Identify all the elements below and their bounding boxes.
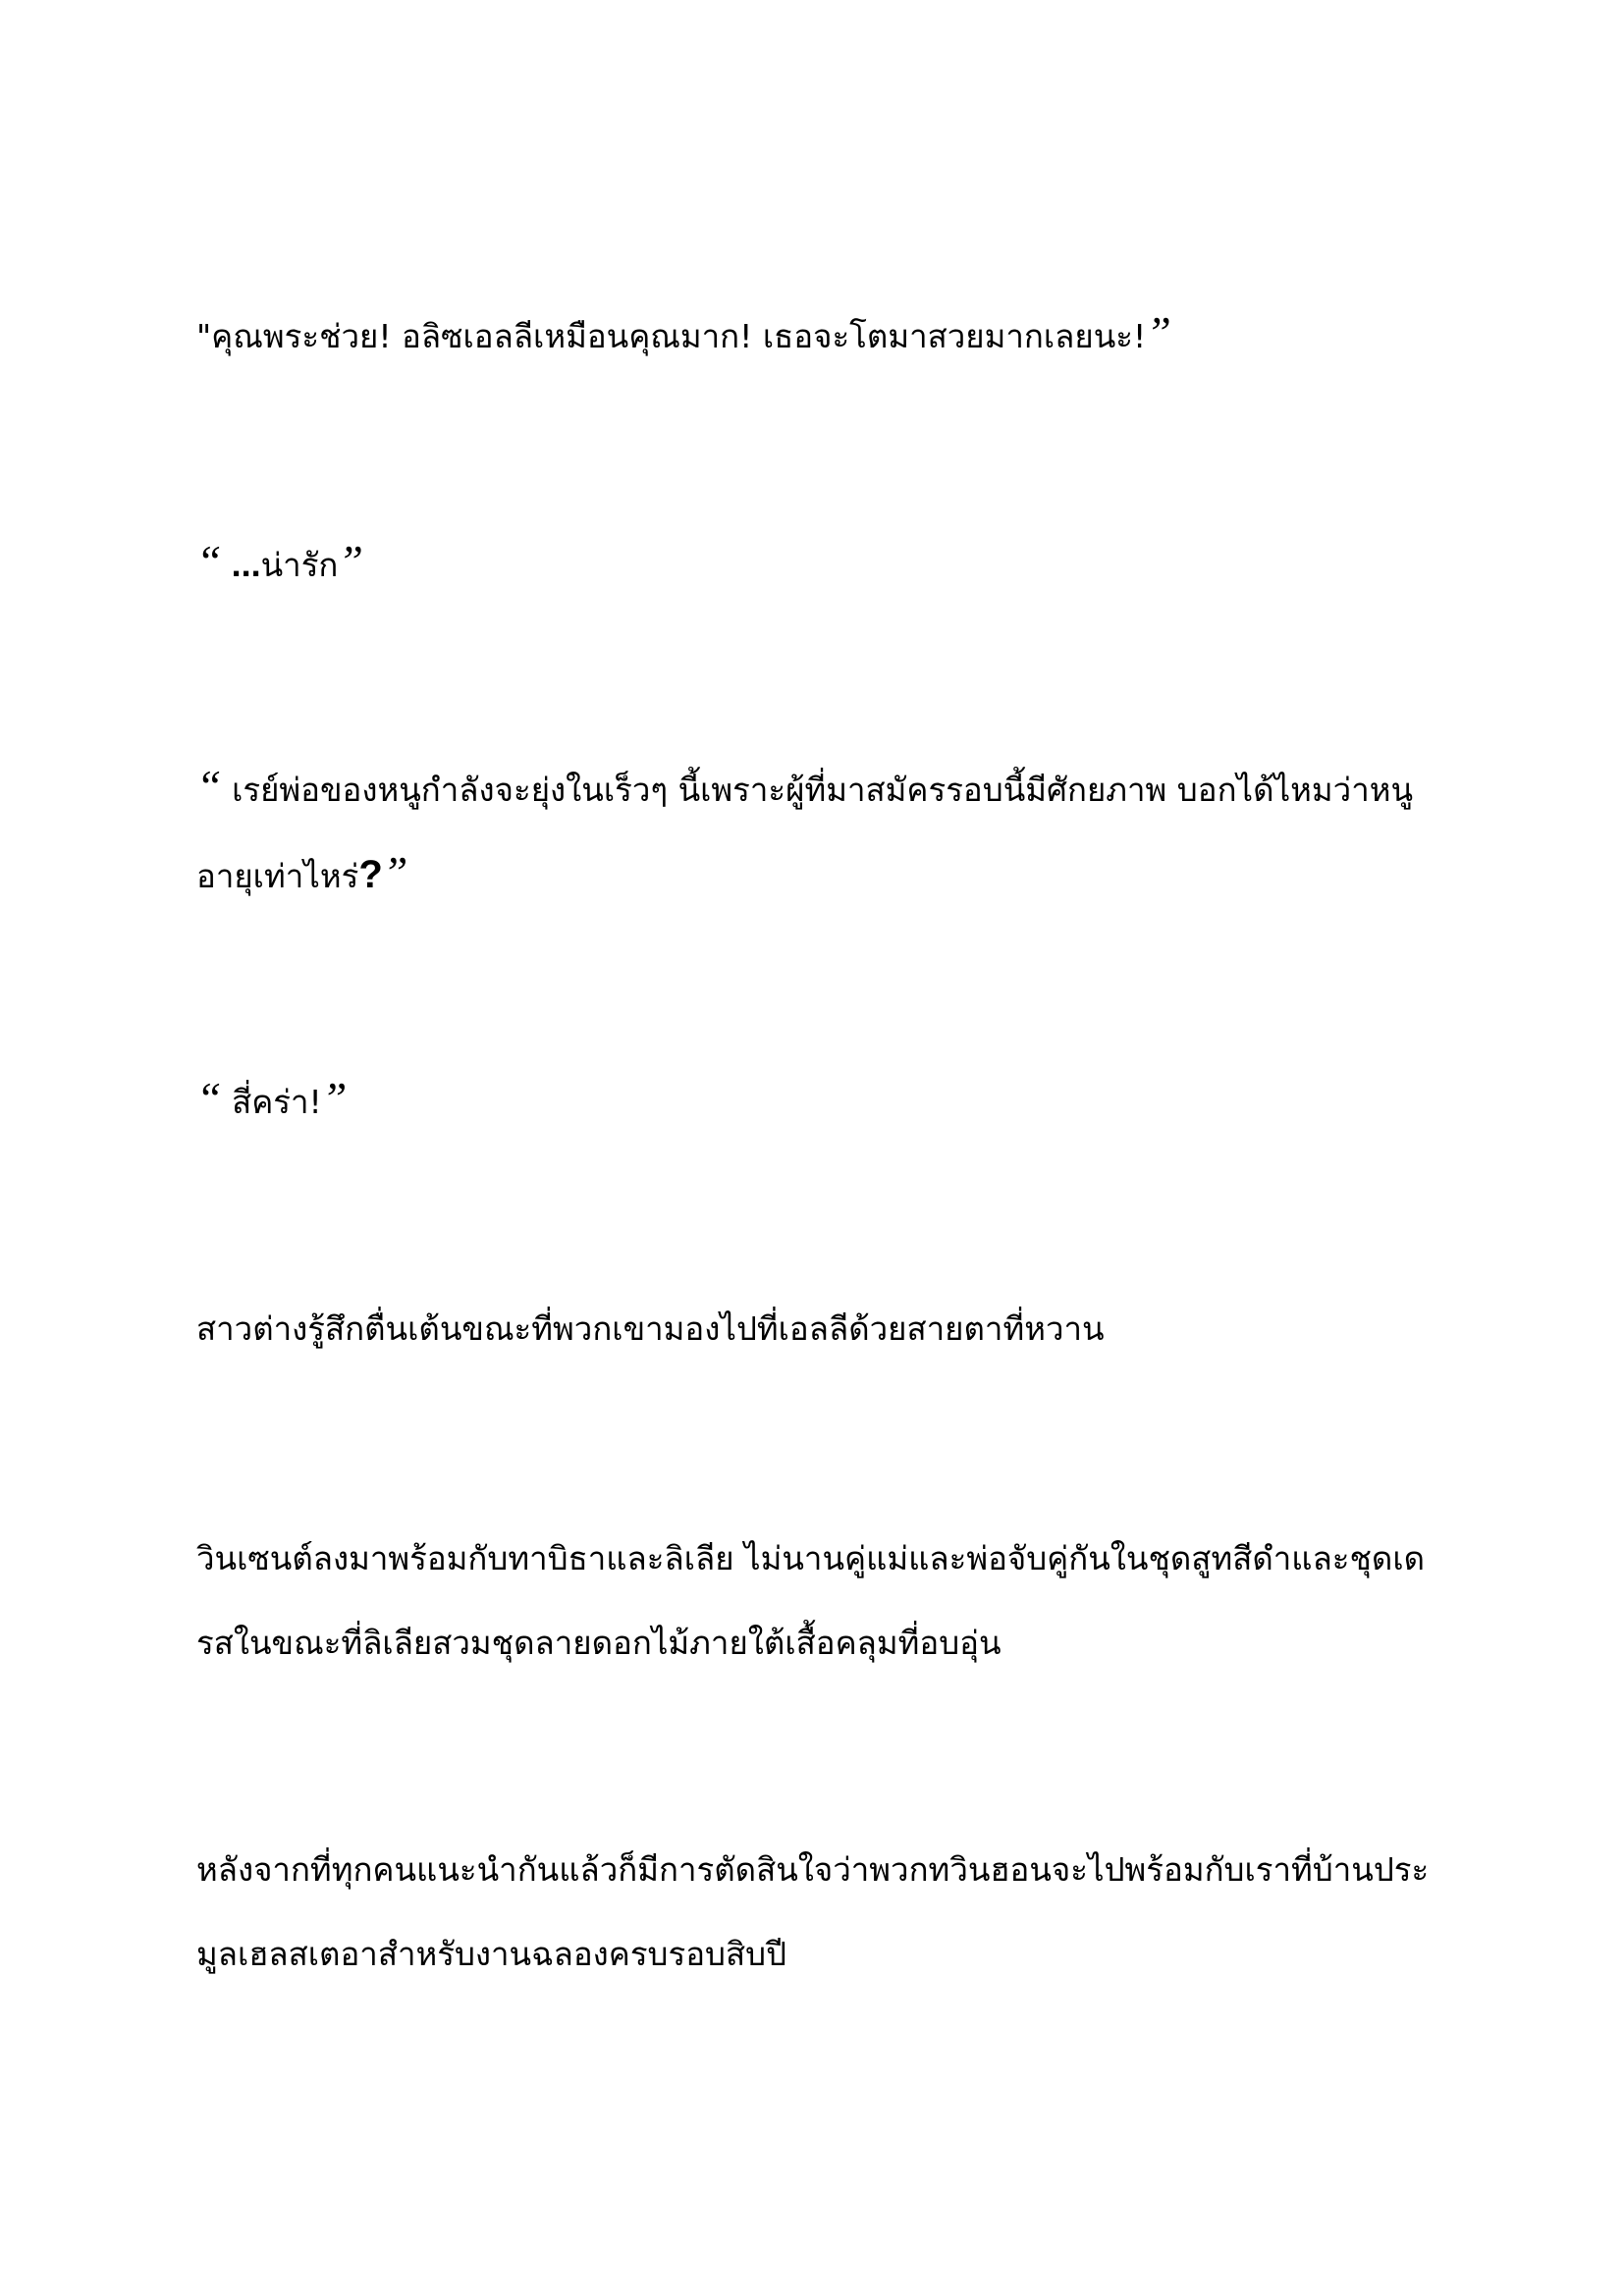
paragraph-1-text: "คุณพระช่วย! อลิซเอลลีเหมือนคุณมาก! เธอจะโตมาสวยมากเลยนะ! (196, 317, 1147, 355)
close-quote: ” (338, 536, 363, 586)
paragraph-3-text: เรย์พ่อของหนูกำลังจะยุ่งในเร็วๆ นี้เพราะผู้ที่มาสมัครรอบนี้มีศักยภาพ บอกได้ไหมว่าหนูอายุเท่าไหร่ (196, 771, 1414, 895)
paragraph-7-text: หลังจากที่ทุกคนแนะนำกันแล้วก็มีการตัดสินใจว่าพวกทวินฮอนจะไปพร้อมกับเราที่บ้านประมูลเฮลสเตอาสำหรับงานฉลองครบรอบสิบปี (196, 1850, 1430, 1973)
paragraph-7 (196, 1828, 1434, 1997)
open-quote: “ (196, 536, 222, 586)
paragraph-2 (196, 522, 1434, 608)
ellipsis: ... (221, 544, 261, 584)
paragraph-4 (196, 1060, 1434, 1145)
open-quote: “ (196, 761, 222, 811)
question-mark: ? (358, 853, 383, 896)
paragraph-5-text: สาวต่างรู้สึกตื่นเต้นขณะที่พวกเขามองไปที่เอลลีด้วยสายตาที่หวาน (196, 1309, 1105, 1348)
paragraph-6 (196, 1517, 1434, 1685)
paragraph-2-text: น่ารัก (260, 546, 339, 584)
paragraph-4-text: สี่คร่า! (221, 1083, 322, 1121)
paragraph-1 (196, 294, 1434, 379)
close-quote: ” (1146, 307, 1171, 357)
paragraph-6-text: วินเซนต์ลงมาพร้อมกับทาบิธาและลิเลีย ไม่นานคู่แม่และพ่อจับคู่กันในชุดสูทสีดำและชุดเดรสในขณะที่ลิเลียสวมชุดลายดอกไม้ภายใต้เสื้อคลุมที่อบอุ่น (196, 1539, 1426, 1662)
close-quote: ” (382, 847, 408, 897)
paragraph-3 (196, 748, 1434, 919)
paragraph-5 (196, 1287, 1434, 1371)
close-quote: ” (321, 1073, 348, 1123)
open-quote: “ (196, 1073, 222, 1123)
